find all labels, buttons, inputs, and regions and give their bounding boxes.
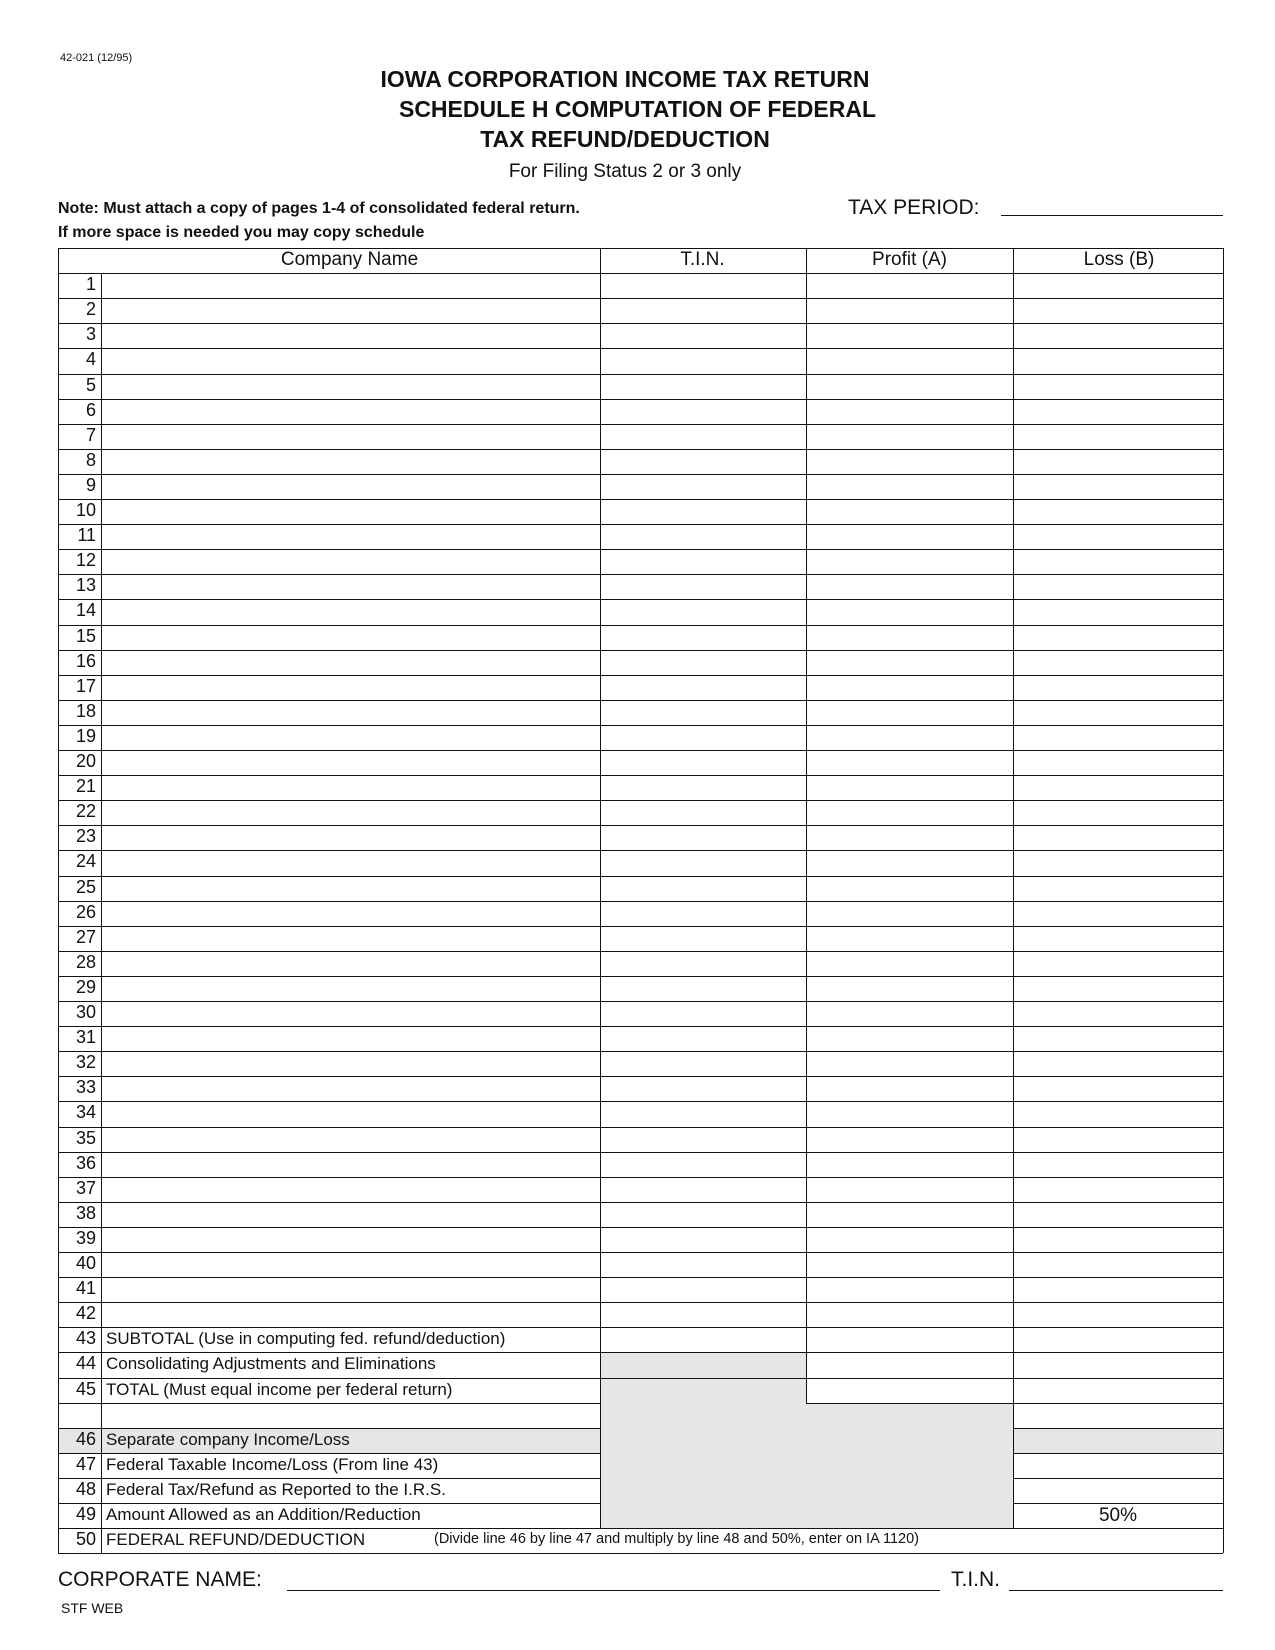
loss-cell[interactable]	[1013, 800, 1223, 825]
row-number: 45	[75, 1378, 96, 1399]
grid-line	[58, 248, 1223, 249]
tin-cell[interactable]	[600, 1152, 806, 1177]
row-number: 27	[75, 926, 96, 947]
profit-cell[interactable]	[806, 976, 1013, 1001]
row-number: 36	[75, 1152, 96, 1173]
company-name-cell[interactable]	[101, 449, 600, 474]
profit-cell[interactable]	[806, 348, 1013, 373]
row-number: 38	[75, 1202, 96, 1223]
tin-cell[interactable]	[600, 951, 806, 976]
company-name-cell[interactable]	[101, 474, 600, 499]
grid-line	[58, 1453, 600, 1454]
footer-code: STF WEB	[61, 1600, 124, 1616]
company-name-cell[interactable]	[101, 1076, 600, 1101]
profit-cell[interactable]	[806, 1001, 1013, 1026]
row-label: FEDERAL REFUND/DEDUCTION	[106, 1530, 366, 1550]
row-number: 48	[75, 1478, 96, 1499]
note-line-2: If more space is needed you may copy schedule	[58, 224, 425, 241]
profit-cell[interactable]	[806, 574, 1013, 599]
line-50-instruction: (Divide line 46 by line 47 and multiply by line 48 and 50%, enter on IA 1120)	[434, 1531, 919, 1547]
grid-line	[58, 1503, 600, 1504]
form-code: 42-021 (12/95)	[60, 52, 133, 64]
profit-cell[interactable]	[806, 273, 1013, 298]
row-number: 9	[85, 474, 96, 495]
loss-cell[interactable]	[1013, 825, 1223, 850]
row-number: 7	[85, 424, 96, 445]
loss-cell[interactable]	[1013, 951, 1223, 976]
loss-cell[interactable]	[1013, 625, 1223, 650]
shaded-area	[600, 1352, 806, 1528]
tin-cell[interactable]	[600, 549, 806, 574]
company-name-cell[interactable]	[101, 1127, 600, 1152]
row-number: 30	[75, 1002, 96, 1022]
row-number: 24	[75, 851, 96, 872]
company-name-cell[interactable]	[101, 1152, 600, 1177]
profit-cell[interactable]	[806, 825, 1013, 850]
tin-cell[interactable]	[600, 574, 806, 599]
loss-cell[interactable]	[1013, 474, 1223, 499]
row-number: 32	[75, 1052, 96, 1073]
company-name-cell[interactable]	[101, 1252, 600, 1277]
tin-cell[interactable]	[600, 775, 806, 800]
profit-cell[interactable]	[806, 725, 1013, 750]
company-name-cell[interactable]	[101, 926, 600, 951]
loss-cell[interactable]	[1013, 1001, 1223, 1026]
tin-cell[interactable]	[600, 399, 806, 424]
row-number: 41	[75, 1278, 96, 1299]
tin-cell[interactable]	[600, 499, 806, 524]
loss-cell[interactable]	[1013, 901, 1223, 926]
company-name-cell[interactable]	[101, 1026, 600, 1051]
profit-cell[interactable]	[806, 374, 1013, 399]
header-profit: Profit (A)	[872, 249, 947, 270]
tin-cell[interactable]	[600, 1252, 806, 1277]
company-name-cell[interactable]	[101, 298, 600, 323]
company-name-cell[interactable]	[101, 499, 600, 524]
loss-cell[interactable]	[1013, 850, 1223, 875]
row-label: Federal Tax/Refund as Reported to the I.R.S.	[106, 1479, 446, 1499]
tin-cell[interactable]	[600, 1202, 806, 1227]
company-name-cell[interactable]	[101, 625, 600, 650]
profit-cell[interactable]	[806, 1051, 1013, 1076]
grid-line	[58, 1403, 600, 1404]
profit-cell[interactable]	[806, 474, 1013, 499]
profit-cell[interactable]	[806, 901, 1013, 926]
loss-cell[interactable]	[1013, 399, 1223, 424]
row-label: Consolidating Adjustments and Eliminations	[106, 1354, 436, 1374]
loss-cell[interactable]	[1013, 424, 1223, 449]
profit-cell[interactable]	[806, 1227, 1013, 1252]
loss-cell[interactable]	[1013, 323, 1223, 348]
tin-cell[interactable]	[600, 850, 806, 875]
loss-cell[interactable]	[1013, 549, 1223, 574]
company-name-cell[interactable]	[101, 976, 600, 1001]
tin-cell[interactable]	[600, 524, 806, 549]
tin-cell[interactable]	[600, 700, 806, 725]
tin-cell[interactable]	[600, 1001, 806, 1026]
loss-cell[interactable]	[1013, 599, 1223, 624]
tin-cell[interactable]	[600, 474, 806, 499]
company-name-cell[interactable]	[101, 549, 600, 574]
company-name-cell[interactable]	[101, 750, 600, 775]
profit-cell[interactable]	[806, 1302, 1013, 1327]
row-number: 2	[85, 299, 96, 320]
loss-cell[interactable]	[1013, 524, 1223, 549]
tin-cell[interactable]	[600, 876, 806, 901]
loss-cell[interactable]	[1013, 1051, 1223, 1076]
company-name-cell[interactable]	[101, 1202, 600, 1227]
tin-cell[interactable]	[600, 825, 806, 850]
note-line-1: Note: Must attach a copy of pages 1-4 of consolidated federal return.	[58, 200, 580, 217]
row-number: 37	[75, 1177, 96, 1198]
profit-cell[interactable]	[806, 750, 1013, 775]
loss-cell[interactable]	[1013, 273, 1223, 298]
profit-cell[interactable]	[806, 951, 1013, 976]
profit-cell[interactable]	[806, 1076, 1013, 1101]
profit-cell[interactable]	[806, 549, 1013, 574]
loss-cell[interactable]	[1013, 750, 1223, 775]
grid-line	[1223, 248, 1224, 1553]
grid-line	[58, 1327, 1223, 1328]
grid-line	[58, 1478, 600, 1479]
row-number: 19	[75, 725, 96, 746]
profit-cell[interactable]	[806, 675, 1013, 700]
profit-cell[interactable]	[806, 850, 1013, 875]
company-name-cell[interactable]	[101, 1227, 600, 1252]
loss-cell[interactable]	[1013, 1026, 1223, 1051]
company-name-cell[interactable]	[101, 323, 600, 348]
profit-cell[interactable]	[806, 449, 1013, 474]
row-label: SUBTOTAL (Use in computing fed. refund/deduction)	[106, 1329, 506, 1349]
loss-cell[interactable]	[1013, 298, 1223, 323]
loss-cell[interactable]	[1013, 976, 1223, 1001]
loss-cell[interactable]	[1013, 876, 1223, 901]
profit-cell[interactable]	[806, 499, 1013, 524]
company-name-cell[interactable]	[101, 725, 600, 750]
row-label: Federal Taxable Income/Loss (From line 43)	[106, 1454, 439, 1474]
row-number: 8	[85, 449, 96, 470]
loss-cell[interactable]	[1013, 725, 1223, 750]
row-number: 47	[75, 1453, 96, 1474]
row-label: Separate company Income/Loss	[106, 1429, 350, 1449]
tin-cell[interactable]	[600, 926, 806, 951]
grid-line	[58, 1553, 1223, 1554]
row-number: 20	[75, 751, 96, 771]
loss-cell[interactable]	[1013, 1127, 1223, 1152]
row-number: 43	[75, 1328, 96, 1349]
loss-cell[interactable]	[1013, 499, 1223, 524]
profit-cell[interactable]	[806, 650, 1013, 675]
profit-cell[interactable]	[806, 800, 1013, 825]
row-number: 17	[75, 675, 96, 696]
loss-cell[interactable]	[1013, 574, 1223, 599]
line-49-percent: 50%	[1098, 1505, 1138, 1526]
company-name-cell[interactable]	[101, 800, 600, 825]
grid-line	[58, 1528, 1223, 1529]
profit-cell[interactable]	[806, 700, 1013, 725]
grid-line	[58, 1428, 600, 1429]
row-number: 11	[77, 525, 96, 546]
loss-cell[interactable]	[1013, 374, 1223, 399]
row-number: 31	[75, 1027, 96, 1048]
row-number: 21	[75, 776, 96, 797]
row-number: 5	[85, 374, 96, 395]
tax-period-label: TAX PERIOD:	[848, 196, 980, 219]
tin-cell[interactable]	[600, 1227, 806, 1252]
tin-cell[interactable]	[600, 298, 806, 323]
grid-line	[1013, 1453, 1223, 1454]
footer-tin-field[interactable]	[1009, 1590, 1223, 1591]
form-title-line-3: TAX REFUND/DEDUCTION	[480, 126, 770, 152]
tin-cell[interactable]	[600, 650, 806, 675]
grid-line	[58, 1352, 1223, 1353]
row-number: 16	[75, 650, 96, 671]
row-number: 14	[75, 600, 96, 621]
loss-cell[interactable]	[1013, 1202, 1223, 1227]
grid-line	[58, 1378, 1223, 1379]
loss-cell[interactable]	[1013, 1252, 1223, 1277]
loss-cell[interactable]	[1013, 650, 1223, 675]
row-number: 13	[75, 575, 96, 596]
row-number: 33	[75, 1077, 96, 1098]
form-title-line-1: IOWA CORPORATION INCOME TAX RETURN	[380, 66, 870, 92]
row-number: 1	[85, 274, 96, 295]
shaded-area	[1013, 1428, 1223, 1453]
row-number: 23	[75, 826, 96, 847]
loss-cell[interactable]	[1013, 1177, 1223, 1202]
profit-cell[interactable]	[806, 298, 1013, 323]
row-number: 46	[75, 1428, 96, 1449]
company-name-cell[interactable]	[101, 901, 600, 926]
company-name-cell[interactable]	[101, 825, 600, 850]
shaded-area	[806, 1403, 1013, 1529]
company-name-cell[interactable]	[101, 599, 600, 624]
row-number: 29	[75, 976, 96, 997]
footer-tin-label: T.I.N.	[951, 1568, 1001, 1591]
tin-cell[interactable]	[600, 625, 806, 650]
row-label: TOTAL (Must equal income per federal return)	[106, 1379, 453, 1399]
tin-cell[interactable]	[600, 901, 806, 926]
company-name-cell[interactable]	[101, 700, 600, 725]
profit-cell[interactable]	[806, 399, 1013, 424]
row-number: 26	[75, 901, 96, 922]
profit-cell[interactable]	[806, 424, 1013, 449]
row-number: 42	[75, 1303, 96, 1324]
tin-cell[interactable]	[600, 1302, 806, 1327]
company-name-cell[interactable]	[101, 876, 600, 901]
tin-cell[interactable]	[600, 1101, 806, 1126]
loss-cell[interactable]	[1013, 1277, 1223, 1302]
tin-cell[interactable]	[600, 1277, 806, 1302]
company-name-cell[interactable]	[101, 374, 600, 399]
form-subtitle: For Filing Status 2 or 3 only	[508, 161, 742, 182]
tin-cell[interactable]	[600, 449, 806, 474]
row-number: 44	[75, 1353, 96, 1374]
profit-cell[interactable]	[806, 1177, 1013, 1202]
tin-cell[interactable]	[600, 273, 806, 298]
tin-cell[interactable]	[600, 374, 806, 399]
company-name-cell[interactable]	[101, 1101, 600, 1126]
profit-cell[interactable]	[806, 1101, 1013, 1126]
grid-line	[1013, 1403, 1223, 1404]
row-number: 28	[75, 951, 96, 972]
tin-cell[interactable]	[600, 1076, 806, 1101]
row-number: 15	[75, 625, 96, 646]
grid-line	[1013, 1478, 1223, 1479]
row-number: 39	[75, 1227, 96, 1248]
tin-cell[interactable]	[600, 348, 806, 373]
company-name-cell[interactable]	[101, 1001, 600, 1026]
header-tin: T.I.N.	[680, 249, 725, 270]
profit-cell[interactable]	[806, 1277, 1013, 1302]
tin-cell[interactable]	[600, 800, 806, 825]
profit-cell[interactable]	[806, 775, 1013, 800]
company-name-cell[interactable]	[101, 348, 600, 373]
row-number: 49	[75, 1504, 96, 1524]
row-number: 35	[75, 1127, 96, 1148]
grid-line	[806, 1403, 1013, 1404]
profit-cell[interactable]	[806, 1202, 1013, 1227]
header-loss: Loss (B)	[1083, 249, 1155, 270]
loss-cell[interactable]	[1013, 1152, 1223, 1177]
row-number: 6	[85, 399, 96, 420]
profit-cell[interactable]	[806, 926, 1013, 951]
loss-cell[interactable]	[1013, 775, 1223, 800]
company-name-cell[interactable]	[101, 399, 600, 424]
profit-cell[interactable]	[806, 876, 1013, 901]
tin-cell[interactable]	[600, 424, 806, 449]
company-name-cell[interactable]	[101, 775, 600, 800]
profit-cell[interactable]	[806, 1026, 1013, 1051]
company-name-cell[interactable]	[101, 273, 600, 298]
row-number: 34	[75, 1102, 96, 1123]
company-name-cell[interactable]	[101, 1177, 600, 1202]
row-number: 12	[75, 550, 96, 571]
company-name-cell[interactable]	[101, 1051, 600, 1076]
tin-cell[interactable]	[600, 750, 806, 775]
profit-cell[interactable]	[806, 1152, 1013, 1177]
tin-cell[interactable]	[600, 1026, 806, 1051]
row-number: 25	[75, 876, 96, 897]
tin-cell[interactable]	[600, 323, 806, 348]
row-number: 10	[75, 500, 96, 520]
row-number: 50	[75, 1529, 96, 1550]
tin-cell[interactable]	[600, 1177, 806, 1202]
tin-cell[interactable]	[600, 725, 806, 750]
company-name-cell[interactable]	[101, 574, 600, 599]
row-number: 3	[85, 324, 96, 345]
loss-cell[interactable]	[1013, 1076, 1223, 1101]
corporate-name-label: CORPORATE NAME:	[58, 1568, 262, 1591]
company-name-cell[interactable]	[101, 424, 600, 449]
loss-cell[interactable]	[1013, 926, 1223, 951]
profit-cell[interactable]	[806, 323, 1013, 348]
grid-line	[1013, 1428, 1223, 1429]
company-name-cell[interactable]	[101, 951, 600, 976]
loss-cell[interactable]	[1013, 348, 1223, 373]
loss-cell[interactable]	[1013, 675, 1223, 700]
corporate-name-field[interactable]	[287, 1590, 940, 1591]
profit-cell[interactable]	[806, 524, 1013, 549]
loss-cell[interactable]	[1013, 700, 1223, 725]
profit-cell[interactable]	[806, 599, 1013, 624]
row-number: 4	[85, 349, 96, 370]
loss-cell[interactable]	[1013, 449, 1223, 474]
row-number: 18	[75, 700, 96, 721]
company-name-cell[interactable]	[101, 524, 600, 549]
profit-cell[interactable]	[806, 1252, 1013, 1277]
company-name-cell[interactable]	[101, 1302, 600, 1327]
tin-cell[interactable]	[600, 1051, 806, 1076]
company-name-cell[interactable]	[101, 650, 600, 675]
form-title-line-2: SCHEDULE H COMPUTATION OF FEDERAL	[398, 96, 877, 122]
profit-cell[interactable]	[806, 625, 1013, 650]
tin-cell[interactable]	[600, 599, 806, 624]
header-company-name: Company Name	[280, 249, 419, 270]
tin-cell[interactable]	[600, 976, 806, 1001]
loss-cell[interactable]	[1013, 1302, 1223, 1327]
company-name-cell[interactable]	[101, 1277, 600, 1302]
tin-cell[interactable]	[600, 675, 806, 700]
row-label: Amount Allowed as an Addition/Reduction	[106, 1505, 421, 1524]
row-number: 40	[75, 1253, 96, 1273]
company-name-cell[interactable]	[101, 850, 600, 875]
profit-cell[interactable]	[806, 1127, 1013, 1152]
loss-cell[interactable]	[1013, 1227, 1223, 1252]
row-number: 22	[75, 801, 96, 822]
tin-cell[interactable]	[600, 1127, 806, 1152]
loss-cell[interactable]	[1013, 1101, 1223, 1126]
company-name-cell[interactable]	[101, 675, 600, 700]
grid-line	[1013, 1503, 1223, 1504]
